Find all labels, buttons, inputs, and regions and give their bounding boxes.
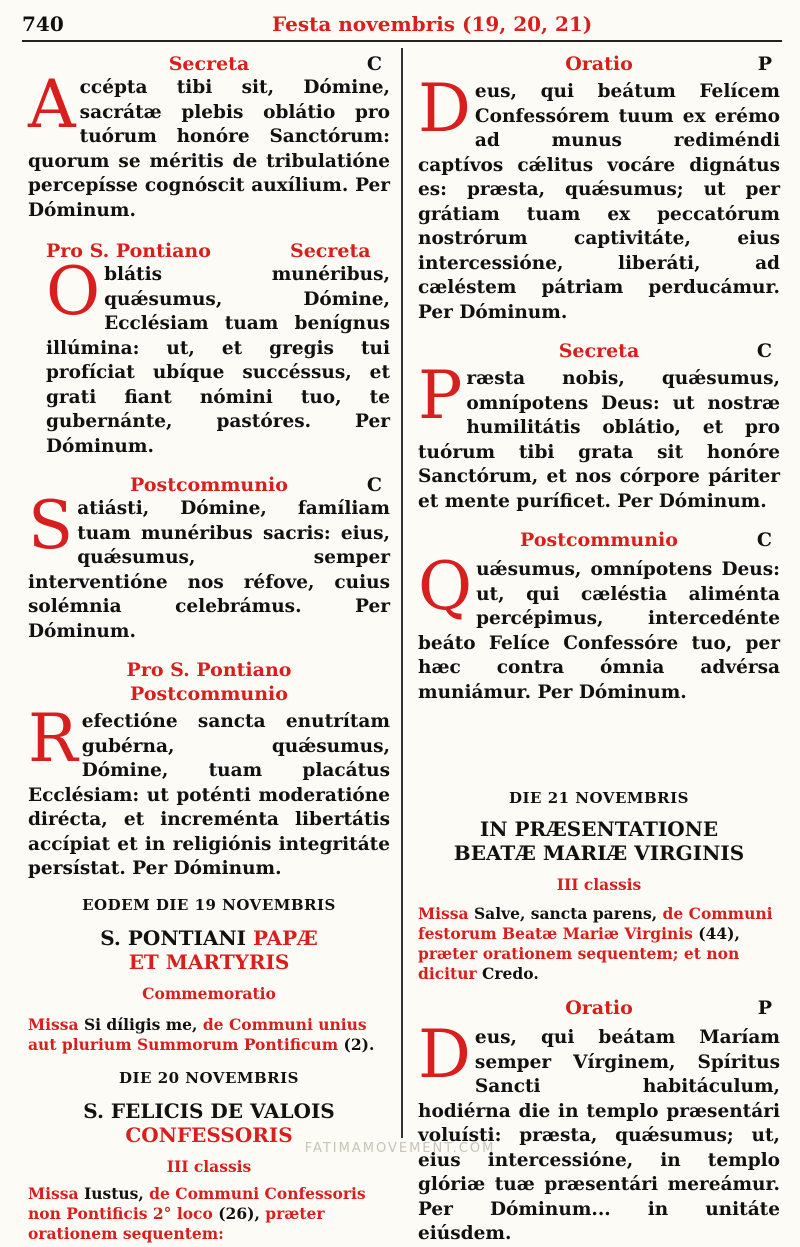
oratio-section xyxy=(418,52,780,325)
class-mark: C xyxy=(756,340,772,362)
drop-initial: R xyxy=(28,700,78,777)
commemoratio-label: Commemoratio xyxy=(142,983,276,1003)
secreta-section xyxy=(28,52,390,223)
feast-title-line2: BEATÆ MARIÆ VIRGINIS xyxy=(453,841,745,865)
drop-initial: O xyxy=(46,253,101,330)
class-mark: C xyxy=(366,53,382,75)
feast-date: DIE 21 NOVEMBRIS xyxy=(509,789,689,807)
rubric: Missa Iustus, de Communi Confessoris non Pontificis 2° loco (26), præter orationem sequentem: xyxy=(28,1183,366,1243)
prayer-text: Quǽsumus, omnípotens Deus: ut, qui cæléstia aliménta percépimus, intercedénte beáto Felíce Confessóre tuo, per hæc contra ómnia advérsa muniámur. Per Dóminum. xyxy=(418,548,780,703)
feast-title-line2: CONFESSORIS xyxy=(125,1122,293,1147)
oratio-section-2 xyxy=(418,996,780,1247)
drop-initial: D xyxy=(418,1016,471,1093)
feast-title: S. FELICIS DE VALOIS xyxy=(83,1098,335,1123)
feast-20-section xyxy=(28,1069,390,1244)
class-mark: P xyxy=(757,53,772,75)
pontiano-postcommunio-section xyxy=(28,658,390,882)
drop-initial: A xyxy=(28,66,76,143)
section-title: Oratio P xyxy=(565,53,772,75)
classis-label: III classis xyxy=(166,1156,252,1176)
section-title: Oratio P xyxy=(565,997,772,1019)
class-mark: C xyxy=(366,474,382,496)
drop-initial: S xyxy=(28,487,74,564)
feast-title-line2: ET MARTYRIS xyxy=(128,949,290,974)
page-number: 740 xyxy=(22,12,64,36)
rubric: Missa Si díligis me, de Communi unius aut plurium Summorum Pontificum (2). xyxy=(28,1014,375,1054)
prayer-text: Refectióne sancta enutrítam gubérna, quǽsumus, Dómine, tuam placátus Ecclésiam: ut poténti moderatióne dirécta, et increménta libertátis accípiat et in religiónis integritáte persístat. Per Dóminum. xyxy=(28,700,390,879)
section-title: Secreta C xyxy=(558,340,772,362)
prayer-text: Deus, qui beátum Felícem Confessórem tuum ex erémo ad munus rediméndi captívos cǽlitus vocáre dignátus es: præsta, quǽsumus; ut per grátiam tuam ex peccatórum nostrórum captivitáte, eius intercessióne, liberáti, ad cæléstem pátriam perducámur. Per Dóminum. xyxy=(418,70,780,323)
pontiano-secreta-section xyxy=(28,239,390,459)
feast-date: DIE 20 NOVEMBRIS xyxy=(119,1068,299,1087)
prayer-text: Satiásti, Dómine, famíliam tuam munéribus sacris: eius, quǽsumus, semper interventióne nos réfove, cuius solémnia celebrámus. Per Dóminum. xyxy=(28,487,390,642)
rubric: Missa Salve, sancta parens, de Communi festorum Beatæ Mariæ Virginis (44), præter orationem sequentem; et non dicitur Credo. xyxy=(418,904,773,983)
column-divider xyxy=(401,48,403,1138)
prayer-text: Præsta nobis, quǽsumus, omnípotens Deus: ut nostræ humilitátis oblátio, et pro tuórum tibi grata sit honóre Sanctórum, et nos córpore páriter et mente puríficet. Per Dóminum. xyxy=(418,357,780,512)
feast-21-section xyxy=(418,789,780,984)
feast-19-section xyxy=(28,896,390,1055)
page-header xyxy=(22,6,782,42)
section-title-line2: Postcommunio xyxy=(130,683,288,705)
left-column xyxy=(28,48,390,1244)
class-mark: C xyxy=(756,529,772,551)
feast-title: IN PRÆSENTATIONE xyxy=(479,817,719,841)
section-title: Postcommunio C xyxy=(130,474,382,496)
classis-label: III classis xyxy=(556,875,642,894)
watermark: FATIMAMOVEMENT.COM xyxy=(304,1141,496,1156)
feast-title: S. PONTIANI PAPÆ xyxy=(100,925,318,950)
prayer-text: Accépta tibi sit, Dómine, sacrátæ plebis oblátio pro tuórum honóre Sanctórum: quorum se méritis de tribulatióne percepísse cognóscit auxílium. Per Dóminum. xyxy=(28,66,390,221)
prayer-text: Deus, qui beátam Maríam semper Vírginem, Spíritus Sancti habitáculum, hodiérna die in templo præsentári voluísti: præsta, quǽsumus; ut, eius intercessióne, in templo glóriæ tuæ præsentári mereámur. Per Dóminum... in unitáte eiúsdem. xyxy=(418,1016,780,1244)
section-title: Pro S. Pontiano xyxy=(126,659,292,681)
drop-initial: D xyxy=(418,70,471,147)
postcommunio-section xyxy=(418,528,780,705)
section-title: Pro S. Pontiano Secreta xyxy=(46,240,371,262)
secreta-section xyxy=(418,339,780,514)
section-title: Postcommunio C xyxy=(520,529,772,551)
section-title: Secreta C xyxy=(168,53,382,75)
prayer-text: Oblátis munéribus, quǽsumus, Dómine, Ecclésiam tuam benígnus illúmina: ut, et gregis tui profíciat ubíque succéssus, et grati fiant nómini tuo, te gubernánte, pastóres. Per Dóminum. xyxy=(46,253,390,457)
class-mark: P xyxy=(757,997,772,1019)
feast-date: EODEM DIE 19 NOVEMBRIS xyxy=(82,895,336,914)
right-column xyxy=(418,48,780,1247)
drop-initial: P xyxy=(418,357,463,434)
drop-initial: Q xyxy=(418,548,473,625)
postcommunio-section xyxy=(28,473,390,644)
running-title: Festa novembris (19, 20, 21) xyxy=(272,12,593,36)
